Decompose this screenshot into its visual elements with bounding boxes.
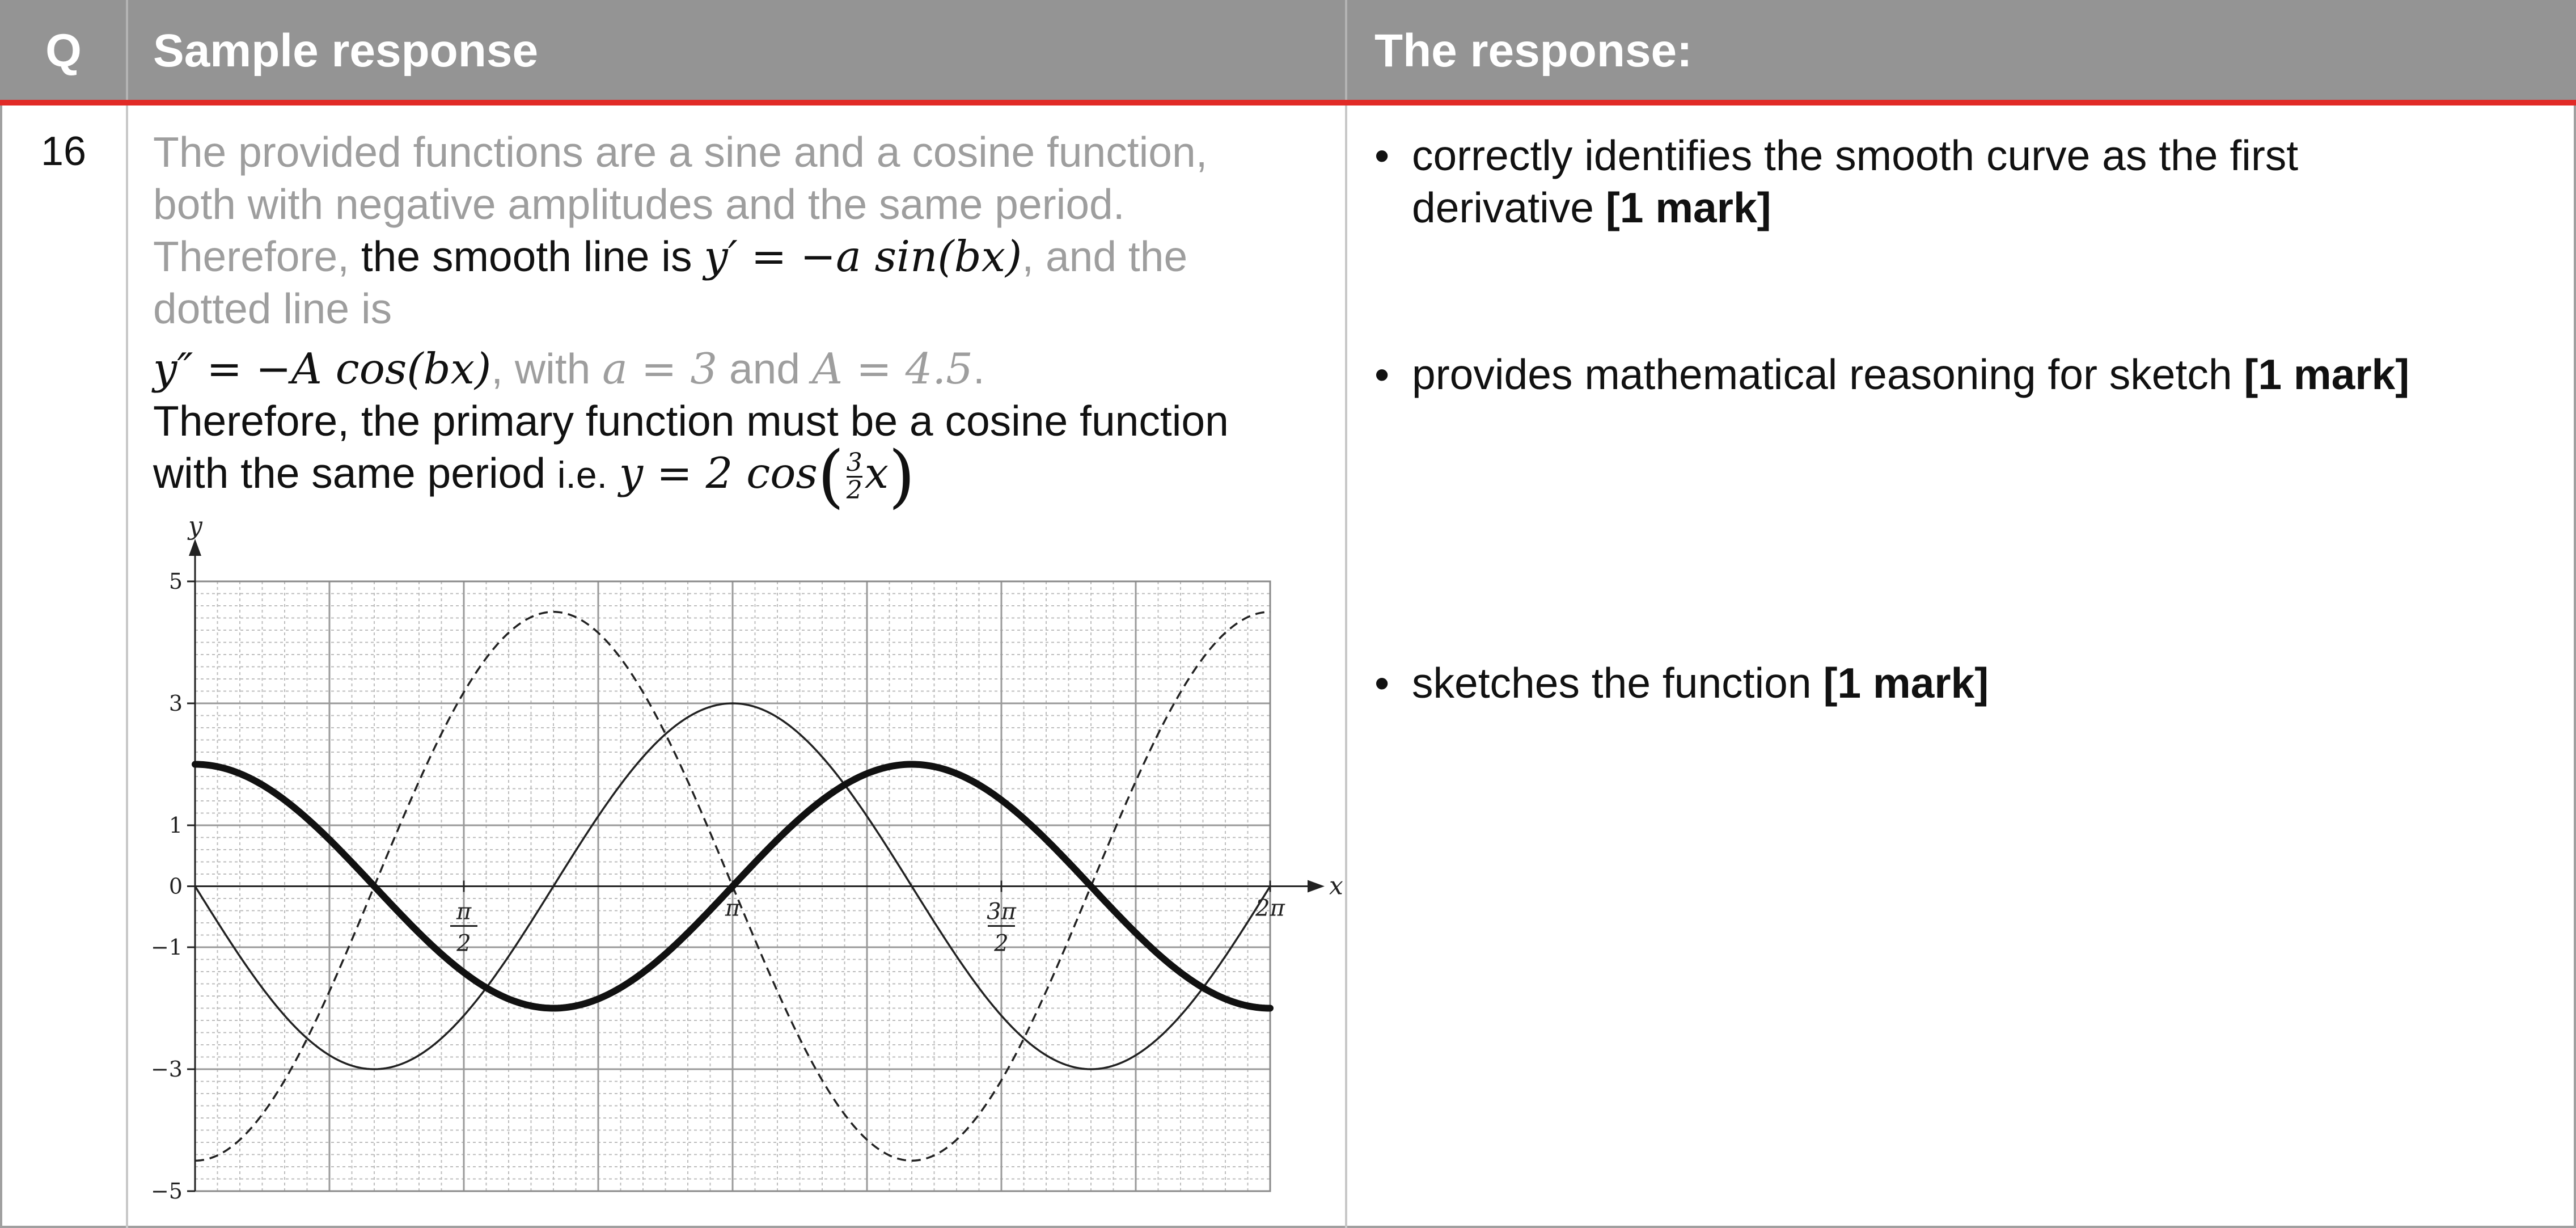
criterion-text: correctly identifies the smooth curve as the first: [1412, 132, 2299, 179]
criterion-mark: [1 mark]: [2244, 351, 2410, 398]
sample-line: both with negative amplitudes and the same period.: [153, 180, 1125, 228]
sample-line: The provided functions are a sine and a cosine function,: [153, 128, 1208, 176]
column-divider: [1345, 106, 1347, 1228]
function-graph: [130, 510, 1344, 1219]
bullet-icon: •: [1374, 351, 1390, 398]
criterion-text: sketches the function: [1412, 659, 1812, 707]
x-tick-label: π: [456, 898, 472, 925]
header-the-response: The response:: [1374, 25, 1693, 77]
sample-text: the smooth line is: [361, 233, 692, 280]
question-number: 16: [40, 129, 87, 174]
y-tick-label: −1: [150, 935, 183, 960]
header-q: Q: [45, 25, 82, 77]
sample-line: [153, 437, 1333, 516]
y-tick-label: 3: [168, 691, 183, 716]
sample-text: with the same period: [153, 449, 546, 497]
y-tick-label: −5: [150, 1179, 183, 1204]
sample-text: , and the: [1022, 233, 1188, 280]
sample-text: i.e.: [557, 454, 607, 496]
sample-text: , with: [491, 345, 591, 393]
x-tick-label: 3π: [987, 898, 1016, 925]
x-tick-label: 2: [456, 930, 471, 957]
y-axis-label: y: [188, 512, 202, 541]
fraction-denominator: 2: [846, 476, 862, 505]
table-header-row: [0, 0, 2576, 106]
y-tick-label: 5: [168, 569, 183, 594]
sample-text: and: [729, 345, 801, 393]
x-tick-label: π: [725, 895, 741, 922]
header-sample-response: Sample response: [153, 25, 539, 77]
criterion-text: derivative: [1412, 184, 1594, 231]
y-tick-label: 0: [168, 873, 183, 899]
fraction-numerator: 3: [846, 448, 862, 478]
bullet-icon: •: [1374, 659, 1390, 707]
sample-text: .: [972, 345, 985, 393]
sample-line: Therefore, the primary function must be a cosine function: [153, 397, 1229, 445]
sample-text: Therefore,: [153, 233, 349, 280]
sample-response-text: [153, 126, 1333, 516]
math-variable: x: [864, 448, 889, 498]
header-divider: [1345, 0, 1347, 100]
header-divider: [126, 0, 128, 100]
criterion-text: provides mathematical reasoning for sketch: [1412, 351, 2232, 398]
y-tick-label: −3: [150, 1057, 183, 1082]
criterion-mark: [1 mark]: [1605, 184, 1771, 231]
x-tick-label: 2π: [1255, 895, 1285, 922]
sample-line: [153, 230, 1333, 282]
math-a-value: a = 3: [602, 344, 718, 394]
sample-line: dotted line is: [153, 285, 392, 332]
x-axis-label: x: [1329, 871, 1343, 901]
column-divider: [126, 106, 128, 1228]
math-first-derivative: y′ = −a sin(bx): [704, 231, 1022, 281]
math-A-value: A = 4.5: [811, 344, 973, 394]
bullet-icon: •: [1374, 132, 1390, 179]
math-primary-function: y = 2 cos( $\frac{3}{2}$ x): [619, 437, 915, 516]
y-axis-arrow-icon: [189, 539, 201, 556]
sample-line: [153, 343, 1333, 395]
fraction: [847, 450, 862, 504]
math-text: y = 2 cos: [619, 448, 818, 498]
x-axis-arrow-icon: [1308, 880, 1325, 893]
x-tick-label: 2: [994, 930, 1009, 957]
criterion-mark: [1 mark]: [1823, 659, 1989, 707]
y-tick-label: 1: [168, 813, 183, 838]
math-second-derivative: y″ = −A cos(bx): [153, 344, 492, 394]
